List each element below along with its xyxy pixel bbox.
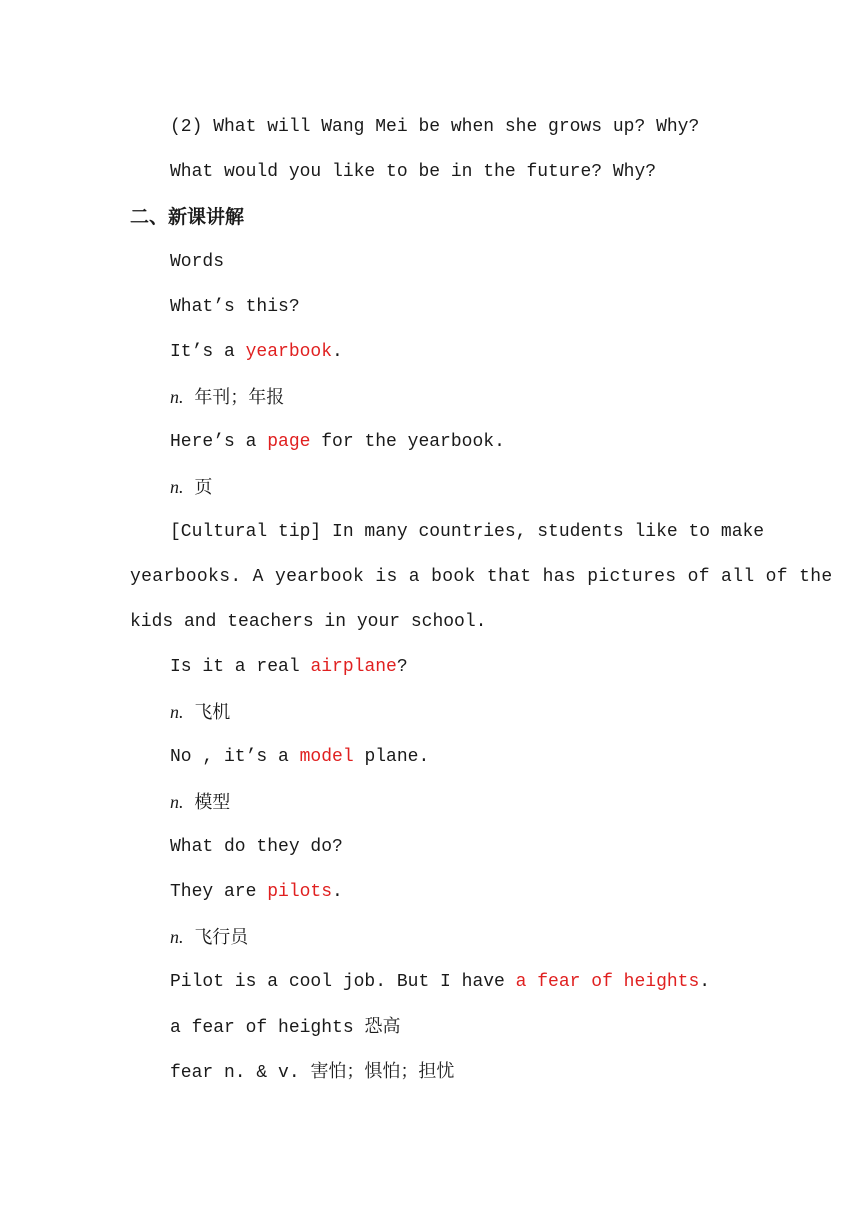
part-of-speech: n. [170,792,184,812]
part-of-speech: n. [170,927,184,947]
text-span: . [332,342,343,362]
chinese-meaning: 页 [194,477,213,498]
text-span: Is it a real [170,657,311,677]
airplane-question [170,655,408,679]
chinese-meaning: 飞机 [194,702,231,723]
vocab-word-page: page [267,432,311,452]
phrase-english: a fear of heights [170,1018,354,1038]
vocab-word-airplane: airplane [310,657,397,677]
vocab-word-yearbook: yearbook [245,342,333,362]
text-span: for the yearbook. [310,432,505,452]
fear-word-definition [170,1060,454,1085]
text-span: Pilot is a cool job. But I have [170,972,516,992]
section-heading: 二、新课讲解 [130,206,245,228]
cultural-tip-line-2: yearbooks. A yearbook is a book that has pictures of all of the [130,567,833,587]
text-span: . [332,882,343,902]
page-sentence [170,430,505,454]
pilot-answer [170,880,343,904]
chinese-meaning: 模型 [194,792,231,813]
vocab-phrase-fear-of-heights: a fear of heights [515,972,700,992]
yearbook-answer [170,340,343,364]
pilot-definition [170,925,248,951]
question-2-line-2: What would you like to be in the future? Why? [170,162,657,182]
airplane-definition [170,700,230,726]
model-answer [170,745,429,769]
chinese-meaning: 害怕；惧怕；担忧 [310,1061,455,1082]
fear-phrase-definition [170,1015,400,1040]
chinese-meaning: 飞行员 [194,927,249,948]
pilot-question: What do they do? [170,837,343,857]
text-span: ? [396,657,408,677]
vocab-word-pilots: pilots [267,882,333,902]
model-definition [170,790,230,816]
fear-sentence [170,970,710,994]
text-span: It’s a [170,342,246,362]
page-definition [170,475,212,501]
yearbook-definition [170,385,284,411]
part-of-speech: n. [170,702,184,722]
vocab-word-model: model [299,747,354,767]
part-of-speech: n. [170,477,184,497]
chinese-meaning: 恐高 [364,1016,401,1037]
text-span: They are [170,882,268,902]
cultural-tip-line-1: [Cultural tip] In many countries, students like to make [170,522,765,542]
chinese-meaning: 年刊；年报 [194,387,285,408]
word-with-pos: fear n. & v. [170,1063,300,1083]
text-span: plane. [353,747,430,767]
part-of-speech: n. [170,387,184,407]
text-span: No , it’s a [170,747,300,767]
cultural-tip-line-3: kids and teachers in your school. [130,612,487,632]
words-label: Words [170,252,225,272]
yearbook-question: What’s this? [170,297,300,317]
question-2-line-1: (2) What will Wang Mei be when she grows up? Why? [170,117,700,137]
text-span: Here’s a [170,432,268,452]
text-span: . [699,972,711,992]
